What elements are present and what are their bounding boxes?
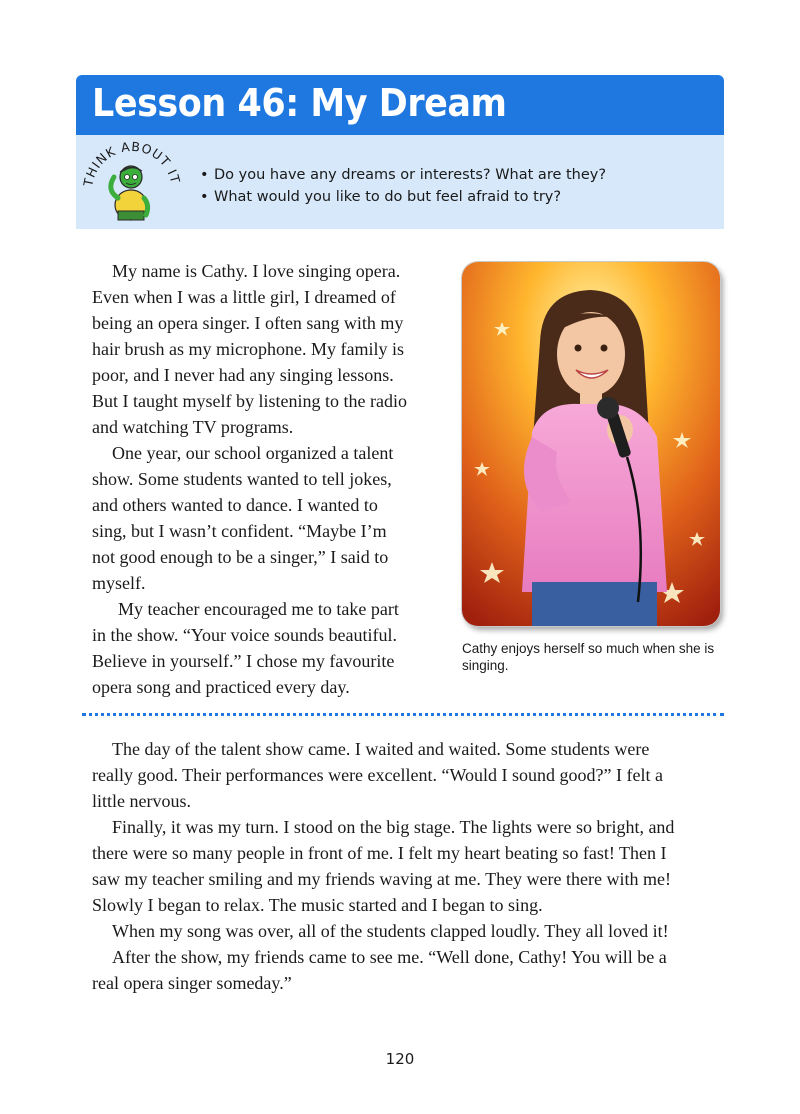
dotted-divider	[82, 713, 724, 716]
lesson-title-bar	[76, 75, 724, 135]
story-paragraph-3: My teacher encouraged me to take part in the show. “Your voice sounds beautiful. Believe in yourself.” I chose my favourite opera song and practiced every day.	[92, 599, 399, 697]
story-paragraph-7: After the show, my friends came to see me. “Well done, Cathy! You will be a real opera singer someday.”	[92, 947, 667, 993]
turtle-mascot-icon	[111, 166, 148, 220]
think-question-1-text: Do you have any dreams or interests? What are they?	[214, 167, 607, 183]
think-question-1	[200, 167, 606, 183]
think-about-it-label: THINK ABOUT IT	[80, 138, 184, 188]
think-about-it-badge	[76, 135, 186, 229]
bullet-icon: •	[200, 189, 209, 205]
page-number: 120	[385, 1050, 415, 1068]
story-paragraph-5: Finally, it was my turn. I stood on the big stage. The lights were so bright, and there were so many people in front of me. I felt my heart beating so fast! Then I saw my teacher smiling and my friends waving at me. They were there with me! Slowly I began to relax. The music started and I began to sing.	[92, 817, 675, 915]
photo-caption: Cathy enjoys herself so much when she is singing.	[462, 641, 715, 673]
think-question-2-text: What would you like to do but feel afraid to try?	[214, 189, 562, 205]
think-question-2	[200, 189, 561, 205]
bullet-icon: •	[200, 167, 209, 183]
story-paragraph-6: When my song was over, all of the students clapped loudly. They all loved it!	[112, 921, 669, 941]
story-paragraph-2: One year, our school organized a talent show. Some students wanted to tell jokes, and others wanted to dance. I wanted to sing, but I wasn’t confident. “Maybe I’m not good enough to be a singer,” I said to myself.	[92, 443, 394, 593]
story-paragraph-1: My name is Cathy. I love singing opera. Even when I was a little girl, I dreamed of being an opera singer. I often sang with my hair brush as my microphone. My family is poor, and I never had any singing lessons. But I taught myself by listening to the radio and watching TV programs.	[92, 261, 407, 437]
story-paragraph-4: The day of the talent show came. I waited and waited. Some students were really good. Their performances were excellent. “Would I sound good?” I felt a little nervous.	[92, 739, 663, 811]
cathy-singing-photo	[462, 262, 720, 626]
photo-illustration	[462, 262, 720, 626]
lesson-title: Lesson 46: My Dream	[92, 81, 507, 125]
think-about-it-box	[76, 135, 724, 229]
